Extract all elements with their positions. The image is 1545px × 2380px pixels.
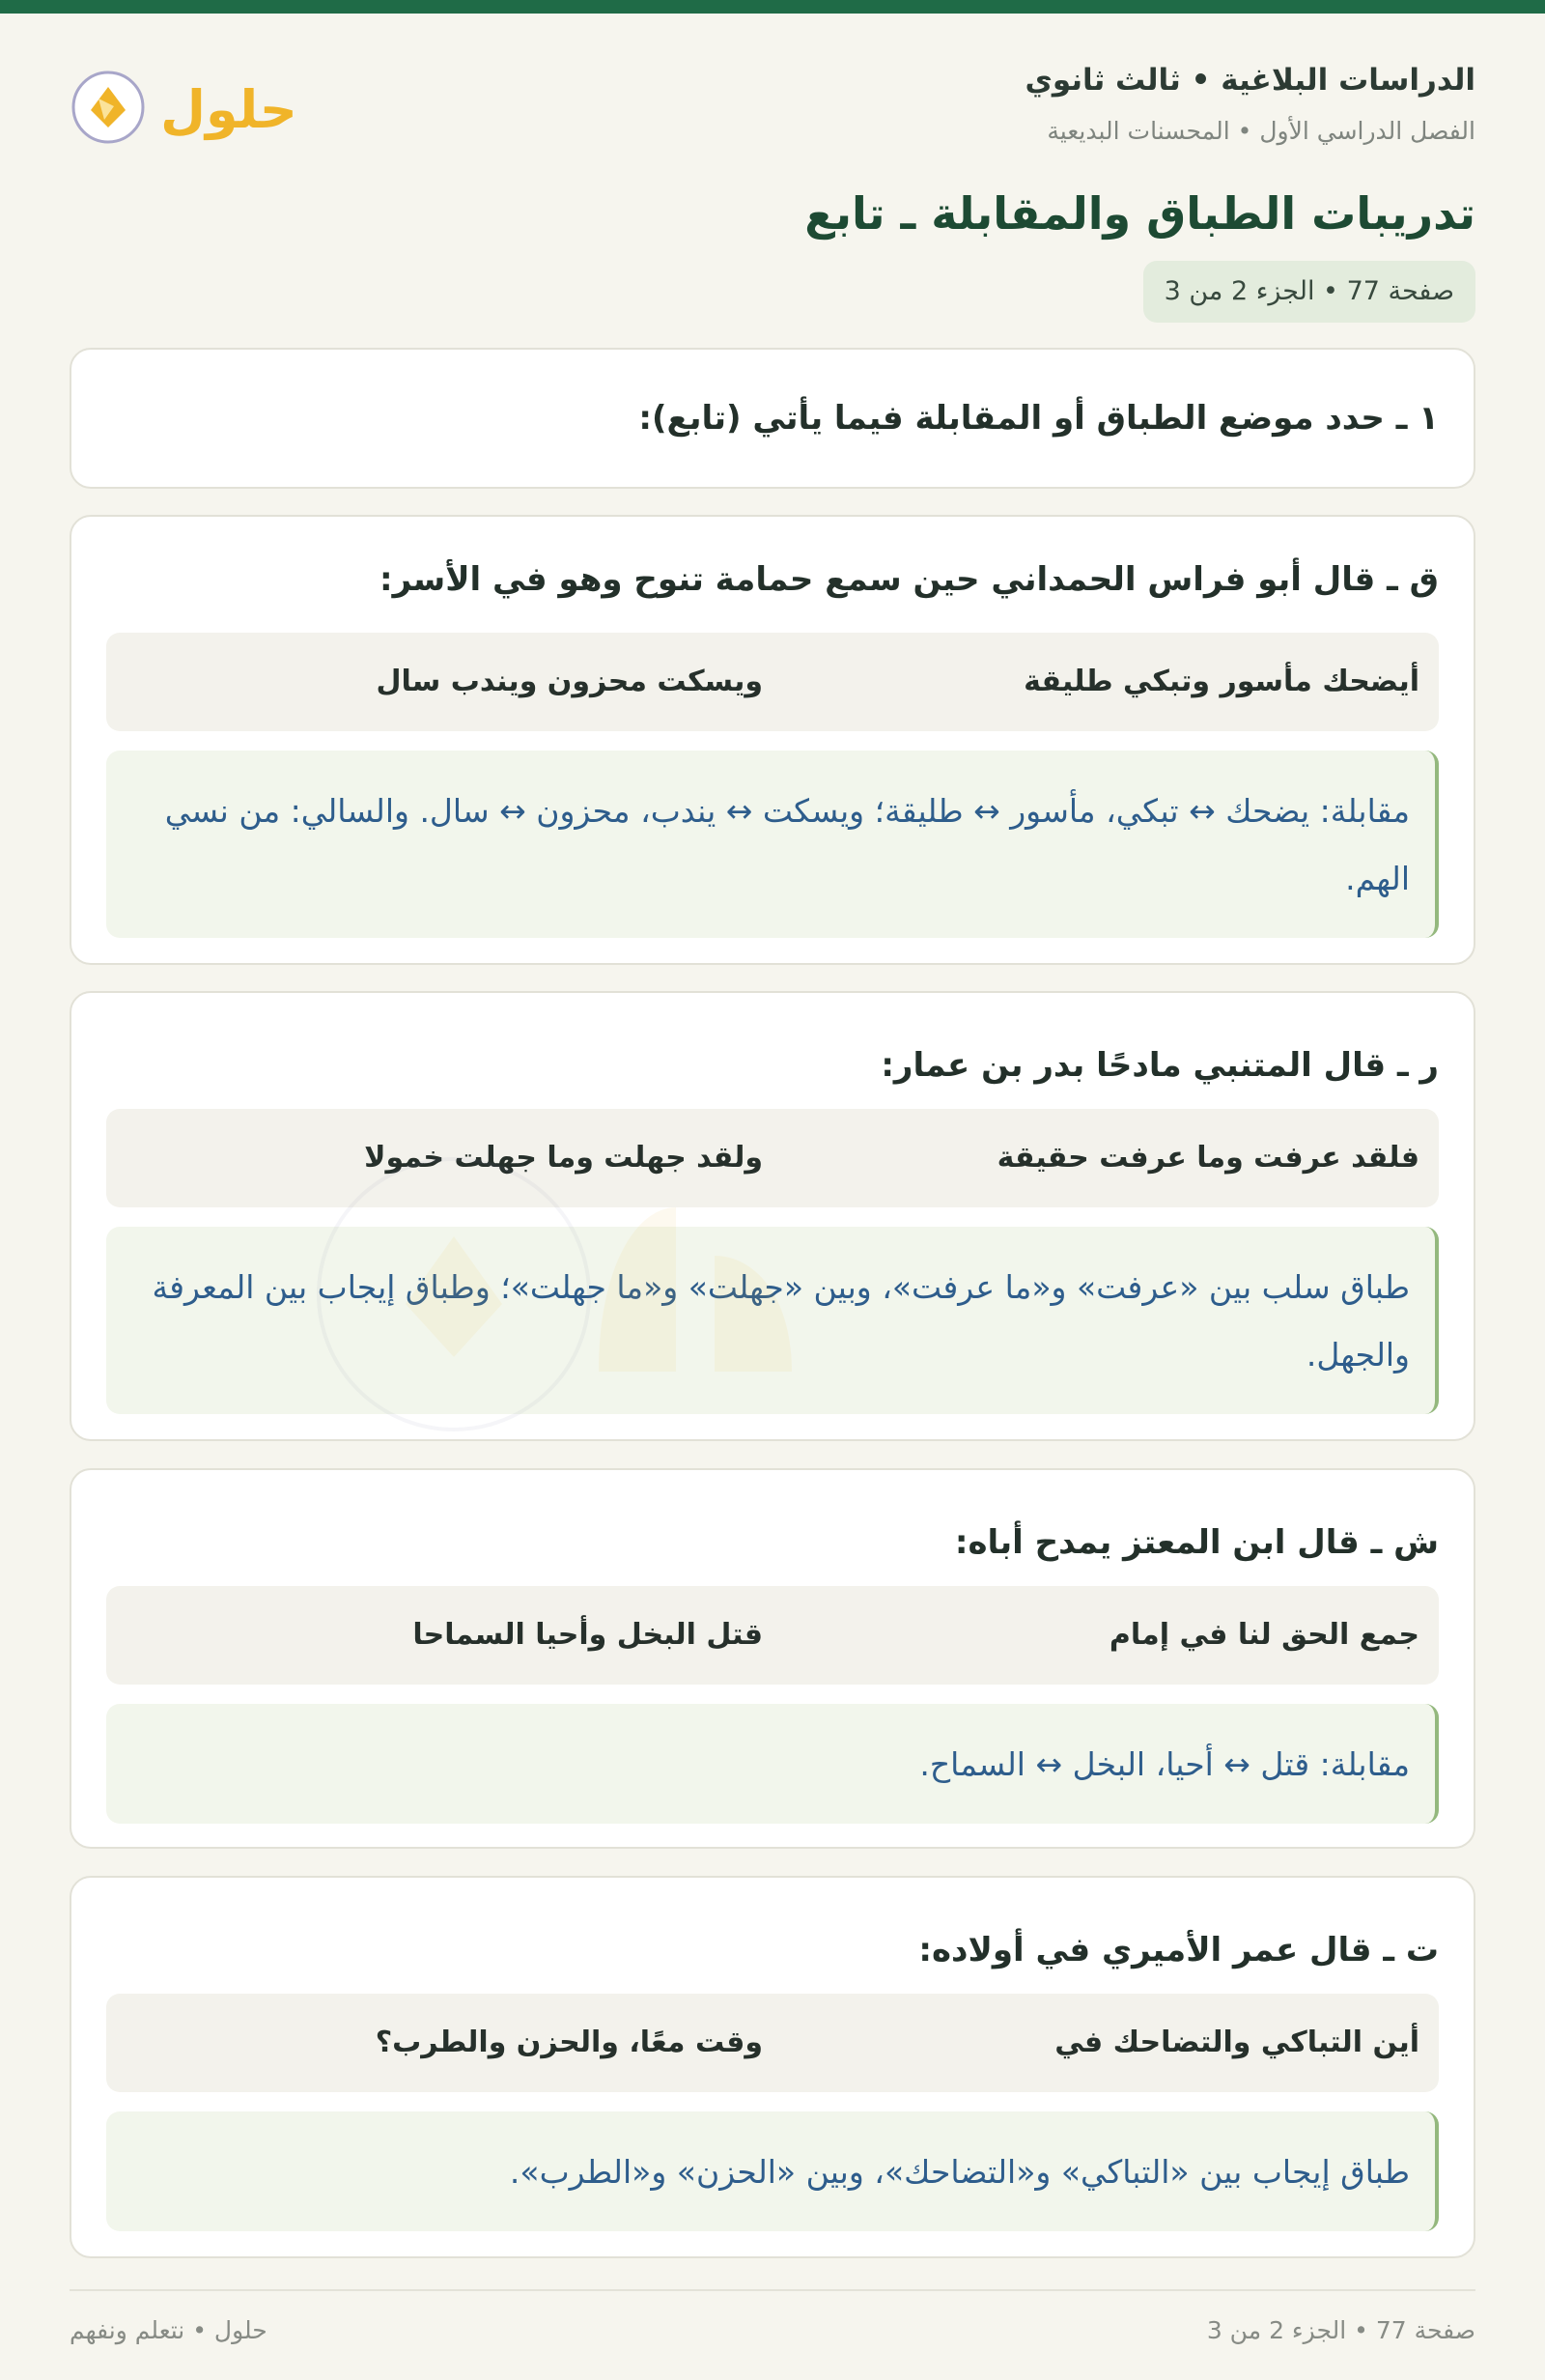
header-titles bbox=[1025, 54, 1476, 156]
footer-page-info: صفحة 77 • الجزء 2 من 3 bbox=[1206, 2316, 1475, 2344]
subject-title: الدراسات البلاغية • ثالث ثانوي bbox=[1025, 63, 1475, 98]
page-badge: صفحة 77 • الجزء 2 من 3 bbox=[1143, 261, 1475, 323]
question-heading: ش ـ قال ابن المعتز يمدح أباه: bbox=[954, 1523, 1439, 1562]
footer-divider bbox=[70, 2289, 1475, 2291]
answer-text: طباق سلب بين «عرفت» و«ما عرفت»، وبين «جهلت» و«ما جهلت»؛ وطباق إيجاب بين المعرفة والجهل. bbox=[152, 1268, 1410, 1374]
verse-second-hemistich: ولقد جهلت وما جهلت خمولا bbox=[364, 1141, 763, 1175]
page-header bbox=[70, 54, 1475, 160]
answer-text: مقابلة: قتل ↔ أحيا، البخل ↔ السماح. bbox=[919, 1745, 1410, 1783]
verse-first-hemistich: أين التباكي والتضاحك في bbox=[1054, 2026, 1419, 2059]
verse-first-hemistich: جمع الحق لنا في إمام bbox=[1109, 1618, 1419, 1652]
svg-text:حلول: حلول bbox=[160, 79, 297, 140]
verse-second-hemistich: وقت معًا، والحزن والطرب؟ bbox=[375, 2026, 763, 2059]
breadcrumb: الفصل الدراسي الأول • المحسنات البديعية bbox=[1047, 117, 1475, 145]
verse-box bbox=[106, 633, 1439, 731]
instruction-card bbox=[70, 348, 1475, 489]
answer-box bbox=[106, 751, 1439, 938]
answer-text: طباق إيجاب بين «التباكي» و«التضاحك»، وبين «الحزن» و«الطرب». bbox=[509, 2153, 1410, 2191]
verse-box bbox=[106, 1994, 1439, 2092]
answer-box bbox=[106, 2111, 1439, 2231]
verse-first-hemistich: أيضحك مأسور وتبكي طليقة bbox=[1024, 665, 1419, 698]
instruction-text: ١ ـ حدد موضع الطباق أو المقابلة فيما يأتي (تابع): bbox=[638, 399, 1439, 438]
answer-text: مقابلة: يضحك ↔ تبكي، مأسور ↔ طليقة؛ ويسكت ↔ يندب، محزون ↔ سال. والسالي: من نسي الهم. bbox=[164, 792, 1410, 897]
question-card-ta bbox=[70, 1876, 1475, 2258]
verse-box bbox=[106, 1586, 1439, 1685]
verse-second-hemistich: ويسكت محزون ويندب سال bbox=[376, 665, 763, 698]
answer-box bbox=[106, 1704, 1439, 1824]
question-card-shin bbox=[70, 1468, 1475, 1849]
question-heading: ق ـ قال أبو فراس الحمداني حين سمع حمامة تنوح وهو في الأسر: bbox=[379, 560, 1439, 599]
question-heading: ر ـ قال المتنبي مادحًا بدر بن عمار: bbox=[881, 1046, 1439, 1085]
verse-box bbox=[106, 1109, 1439, 1207]
verse-first-hemistich: فلقد عرفت وما عرفت حقيقة bbox=[997, 1141, 1419, 1175]
verse-second-hemistich: قتل البخل وأحيا السماحا bbox=[412, 1618, 763, 1652]
page-title: تدريبات الطباق والمقابلة ـ تابع bbox=[804, 187, 1475, 240]
question-heading: ت ـ قال عمر الأميري في أولاده: bbox=[918, 1931, 1439, 1969]
footer-brand: حلول • نتعلم ونفهم bbox=[70, 2316, 267, 2344]
hulul-logo bbox=[70, 64, 301, 151]
answer-box bbox=[106, 1227, 1439, 1414]
question-card-qaf bbox=[70, 515, 1475, 965]
top-accent-bar bbox=[0, 0, 1545, 14]
question-card-ra bbox=[70, 991, 1475, 1441]
